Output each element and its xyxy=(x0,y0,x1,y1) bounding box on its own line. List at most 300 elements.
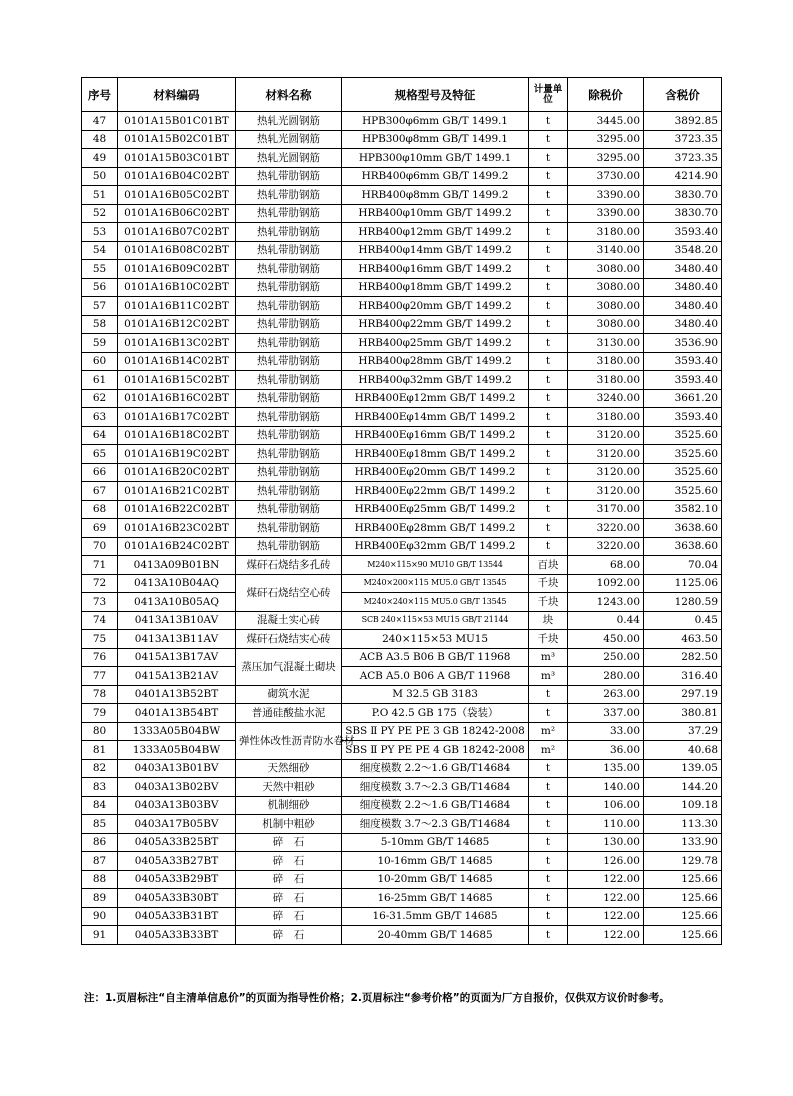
table-row xyxy=(82,389,722,408)
row-unit: 百块 xyxy=(529,556,568,575)
row-seq: 90 xyxy=(82,907,118,926)
row-price-inc-tax: 40.68 xyxy=(644,741,722,760)
row-price-inc-tax: 1280.59 xyxy=(644,593,722,612)
row-seq: 63 xyxy=(82,408,118,427)
row-price-inc-tax: 463.50 xyxy=(644,630,722,649)
row-price-ex-tax: 337.00 xyxy=(568,704,644,723)
row-unit: t xyxy=(529,926,568,945)
row-seq: 58 xyxy=(82,315,118,334)
row-code: 0101A16B20C02BT xyxy=(118,463,236,482)
row-price-ex-tax: 3295.00 xyxy=(568,130,644,149)
row-price-inc-tax: 380.81 xyxy=(644,704,722,723)
row-price-inc-tax: 316.40 xyxy=(644,667,722,686)
row-spec: 细度模数 3.7～2.3 GB/T14684 xyxy=(342,815,529,834)
table-row xyxy=(82,556,722,575)
row-seq: 72 xyxy=(82,574,118,593)
row-seq: 80 xyxy=(82,722,118,741)
table-row xyxy=(82,500,722,519)
table-row xyxy=(82,574,722,593)
row-code: 0405A33B31BT xyxy=(118,907,236,926)
row-unit: t xyxy=(529,870,568,889)
row-seq: 51 xyxy=(82,186,118,205)
row-seq: 77 xyxy=(82,667,118,686)
row-seq: 88 xyxy=(82,870,118,889)
row-unit: t xyxy=(529,463,568,482)
row-price-inc-tax: 70.04 xyxy=(644,556,722,575)
row-code: 0413A13B11AV xyxy=(118,630,236,649)
table-row xyxy=(82,833,722,852)
table-row xyxy=(82,241,722,260)
row-seq: 65 xyxy=(82,445,118,464)
row-code: 0101A16B16C02BT xyxy=(118,389,236,408)
row-spec: 细度模数 3.7～2.3 GB/T14684 xyxy=(342,778,529,797)
row-unit: t xyxy=(529,315,568,334)
row-price-inc-tax: 282.50 xyxy=(644,648,722,667)
row-material-name: 碎 石 xyxy=(236,833,342,852)
table-row xyxy=(82,149,722,168)
row-spec: M240×200×115 MU5.0 GB/T 13545 xyxy=(342,574,529,593)
row-spec: 16-31.5mm GB/T 14685 xyxy=(342,907,529,926)
row-unit: t xyxy=(529,204,568,223)
row-spec: M240×240×115 MU5.0 GB/T 13545 xyxy=(342,593,529,612)
row-spec: HRB400φ25mm GB/T 1499.2 xyxy=(342,334,529,353)
row-seq: 69 xyxy=(82,519,118,538)
row-code: 0403A17B05BV xyxy=(118,815,236,834)
row-price-ex-tax: 3080.00 xyxy=(568,297,644,316)
row-price-ex-tax: 3240.00 xyxy=(568,389,644,408)
row-unit: t xyxy=(529,167,568,186)
row-seq: 78 xyxy=(82,685,118,704)
row-price-inc-tax: 125.66 xyxy=(644,907,722,926)
row-spec: HRB400φ28mm GB/T 1499.2 xyxy=(342,352,529,371)
row-unit: m³ xyxy=(529,667,568,686)
row-price-ex-tax: 126.00 xyxy=(568,852,644,871)
row-seq: 49 xyxy=(82,149,118,168)
row-seq: 86 xyxy=(82,833,118,852)
row-spec: M240×115×90 MU10 GB/T 13544 xyxy=(342,556,529,575)
row-price-inc-tax: 3480.40 xyxy=(644,278,722,297)
table-row xyxy=(82,371,722,390)
row-seq: 48 xyxy=(82,130,118,149)
row-material-name: 弹性体改性沥青防水卷材 xyxy=(236,722,342,759)
row-unit: t xyxy=(529,537,568,556)
row-material-name: 热轧带肋钢筋 xyxy=(236,445,342,464)
row-spec: HRB400Eφ16mm GB/T 1499.2 xyxy=(342,426,529,445)
row-price-inc-tax: 3480.40 xyxy=(644,260,722,279)
row-seq: 73 xyxy=(82,593,118,612)
table-row xyxy=(82,112,722,131)
row-material-name: 碎 石 xyxy=(236,907,342,926)
row-spec: HRB400φ18mm GB/T 1499.2 xyxy=(342,278,529,297)
table-row xyxy=(82,278,722,297)
row-unit: t xyxy=(529,852,568,871)
row-material-name: 热轧带肋钢筋 xyxy=(236,482,342,501)
row-material-name: 热轧带肋钢筋 xyxy=(236,204,342,223)
row-price-ex-tax: 3390.00 xyxy=(568,186,644,205)
row-seq: 47 xyxy=(82,112,118,131)
row-price-inc-tax: 139.05 xyxy=(644,759,722,778)
row-price-ex-tax: 3120.00 xyxy=(568,482,644,501)
row-unit: t xyxy=(529,260,568,279)
table-row xyxy=(82,870,722,889)
header-unit: 计量单位 xyxy=(529,78,568,112)
row-code: 0101A16B22C02BT xyxy=(118,500,236,519)
table-row xyxy=(82,926,722,945)
row-unit: t xyxy=(529,759,568,778)
table-row xyxy=(82,186,722,205)
row-seq: 75 xyxy=(82,630,118,649)
table-row xyxy=(82,759,722,778)
row-code: 0413A13B10AV xyxy=(118,611,236,630)
row-price-ex-tax: 3445.00 xyxy=(568,112,644,131)
row-price-ex-tax: 3080.00 xyxy=(568,315,644,334)
row-seq: 67 xyxy=(82,482,118,501)
row-price-inc-tax: 3525.60 xyxy=(644,482,722,501)
row-unit: t xyxy=(529,519,568,538)
row-price-ex-tax: 3295.00 xyxy=(568,149,644,168)
row-code: 0101A15B03C01BT xyxy=(118,149,236,168)
row-spec: HPB300φ6mm GB/T 1499.1 xyxy=(342,112,529,131)
row-price-ex-tax: 3220.00 xyxy=(568,537,644,556)
row-seq: 66 xyxy=(82,463,118,482)
row-code: 0405A33B30BT xyxy=(118,889,236,908)
row-unit: t xyxy=(529,112,568,131)
row-price-inc-tax: 125.66 xyxy=(644,870,722,889)
row-price-inc-tax: 113.30 xyxy=(644,815,722,834)
row-material-name: 热轧带肋钢筋 xyxy=(236,241,342,260)
row-spec: SCB 240×115×53 MU15 GB/T 21144 xyxy=(342,611,529,630)
row-price-ex-tax: 263.00 xyxy=(568,685,644,704)
row-code: 0101A16B06C02BT xyxy=(118,204,236,223)
table-row xyxy=(82,519,722,538)
row-spec: 细度模数 2.2～1.6 GB/T14684 xyxy=(342,796,529,815)
row-code: 0101A16B12C02BT xyxy=(118,315,236,334)
row-code: 0101A16B18C02BT xyxy=(118,426,236,445)
row-material-name: 热轧带肋钢筋 xyxy=(236,315,342,334)
table-row xyxy=(82,593,722,612)
row-spec: HRB400Eφ32mm GB/T 1499.2 xyxy=(342,537,529,556)
row-price-ex-tax: 122.00 xyxy=(568,907,644,926)
row-price-ex-tax: 68.00 xyxy=(568,556,644,575)
row-price-ex-tax: 3140.00 xyxy=(568,241,644,260)
table-row xyxy=(82,815,722,834)
table-row xyxy=(82,223,722,242)
row-unit: t xyxy=(529,149,568,168)
row-price-ex-tax: 1243.00 xyxy=(568,593,644,612)
row-price-inc-tax: 133.90 xyxy=(644,833,722,852)
row-code: 0101A16B09C02BT xyxy=(118,260,236,279)
row-price-inc-tax: 3525.60 xyxy=(644,445,722,464)
table-row xyxy=(82,537,722,556)
header-price-inc-tax: 含税价 xyxy=(644,78,722,112)
row-seq: 55 xyxy=(82,260,118,279)
row-price-ex-tax: 3120.00 xyxy=(568,463,644,482)
row-unit: t xyxy=(529,223,568,242)
row-spec: HRB400φ22mm GB/T 1499.2 xyxy=(342,315,529,334)
row-price-ex-tax: 0.44 xyxy=(568,611,644,630)
row-spec: HRB400φ16mm GB/T 1499.2 xyxy=(342,260,529,279)
row-spec: 16-25mm GB/T 14685 xyxy=(342,889,529,908)
row-unit: m² xyxy=(529,722,568,741)
row-price-inc-tax: 297.19 xyxy=(644,685,722,704)
row-material-name: 天然细砂 xyxy=(236,759,342,778)
row-price-inc-tax: 3723.35 xyxy=(644,130,722,149)
row-price-ex-tax: 106.00 xyxy=(568,796,644,815)
row-price-ex-tax: 135.00 xyxy=(568,759,644,778)
row-price-inc-tax: 109.18 xyxy=(644,796,722,815)
row-seq: 56 xyxy=(82,278,118,297)
row-code: 1333A05B04BW xyxy=(118,741,236,760)
row-unit: t xyxy=(529,796,568,815)
row-material-name: 碎 石 xyxy=(236,870,342,889)
row-seq: 89 xyxy=(82,889,118,908)
row-price-ex-tax: 3180.00 xyxy=(568,223,644,242)
row-spec: 20-40mm GB/T 14685 xyxy=(342,926,529,945)
row-price-inc-tax: 125.66 xyxy=(644,889,722,908)
row-material-name: 热轧带肋钢筋 xyxy=(236,223,342,242)
row-unit: t xyxy=(529,500,568,519)
table-row xyxy=(82,741,722,760)
row-material-name: 热轧带肋钢筋 xyxy=(236,500,342,519)
row-price-inc-tax: 3525.60 xyxy=(644,463,722,482)
row-price-ex-tax: 3730.00 xyxy=(568,167,644,186)
row-price-inc-tax: 3536.90 xyxy=(644,334,722,353)
row-price-inc-tax: 3525.60 xyxy=(644,426,722,445)
row-spec: HRB400φ12mm GB/T 1499.2 xyxy=(342,223,529,242)
row-unit: t xyxy=(529,889,568,908)
row-material-name: 热轧带肋钢筋 xyxy=(236,389,342,408)
row-price-ex-tax: 122.00 xyxy=(568,889,644,908)
row-price-inc-tax: 144.20 xyxy=(644,778,722,797)
header-name: 材料名称 xyxy=(236,78,342,112)
row-material-name: 热轧光圆钢筋 xyxy=(236,112,342,131)
row-material-name: 煤矸石烧结多孔砖 xyxy=(236,556,342,575)
row-code: 0405A33B25BT xyxy=(118,833,236,852)
row-spec: HRB400Eφ28mm GB/T 1499.2 xyxy=(342,519,529,538)
row-material-name: 热轧带肋钢筋 xyxy=(236,278,342,297)
row-seq: 87 xyxy=(82,852,118,871)
table-row xyxy=(82,297,722,316)
row-seq: 54 xyxy=(82,241,118,260)
row-seq: 84 xyxy=(82,796,118,815)
row-seq: 71 xyxy=(82,556,118,575)
header-code: 材料编码 xyxy=(118,78,236,112)
row-unit: m² xyxy=(529,741,568,760)
table-row xyxy=(82,722,722,741)
row-seq: 53 xyxy=(82,223,118,242)
row-price-inc-tax: 3480.40 xyxy=(644,315,722,334)
row-price-inc-tax: 3593.40 xyxy=(644,223,722,242)
row-seq: 61 xyxy=(82,371,118,390)
row-material-name: 天然中粗砂 xyxy=(236,778,342,797)
header-spec: 规格型号及特征 xyxy=(342,78,529,112)
row-unit: 千块 xyxy=(529,630,568,649)
row-material-name: 煤矸石烧结实心砖 xyxy=(236,630,342,649)
row-code: 0401A13B54BT xyxy=(118,704,236,723)
row-seq: 59 xyxy=(82,334,118,353)
row-code: 0413A10B05AQ xyxy=(118,593,236,612)
header-price-ex-tax: 除税价 xyxy=(568,78,644,112)
row-spec: 细度模数 2.2～1.6 GB/T14684 xyxy=(342,759,529,778)
row-spec: HRB400φ14mm GB/T 1499.2 xyxy=(342,241,529,260)
row-material-name: 热轧带肋钢筋 xyxy=(236,537,342,556)
row-price-inc-tax: 3548.20 xyxy=(644,241,722,260)
table-row xyxy=(82,852,722,871)
row-material-name: 碎 石 xyxy=(236,852,342,871)
table-header-row xyxy=(82,78,722,112)
row-material-name: 热轧带肋钢筋 xyxy=(236,167,342,186)
row-code: 0403A13B01BV xyxy=(118,759,236,778)
row-spec: ACB A3.5 B06 B GB/T 11968 xyxy=(342,648,529,667)
table-row xyxy=(82,167,722,186)
row-price-ex-tax: 36.00 xyxy=(568,741,644,760)
table-row xyxy=(82,445,722,464)
row-code: 0101A16B07C02BT xyxy=(118,223,236,242)
row-price-ex-tax: 250.00 xyxy=(568,648,644,667)
row-material-name: 碎 石 xyxy=(236,926,342,945)
table-row xyxy=(82,778,722,797)
row-unit: t xyxy=(529,352,568,371)
row-seq: 70 xyxy=(82,537,118,556)
row-code: 0101A16B14C02BT xyxy=(118,352,236,371)
row-spec: SBS Ⅱ PY PE PE 3 GB 18242-2008 xyxy=(342,722,529,741)
row-code: 0101A16B08C02BT xyxy=(118,241,236,260)
row-unit: t xyxy=(529,778,568,797)
row-price-ex-tax: 3130.00 xyxy=(568,334,644,353)
row-code: 0101A16B21C02BT xyxy=(118,482,236,501)
row-seq: 68 xyxy=(82,500,118,519)
row-unit: t xyxy=(529,130,568,149)
row-unit: t xyxy=(529,704,568,723)
row-price-ex-tax: 33.00 xyxy=(568,722,644,741)
row-price-ex-tax: 3080.00 xyxy=(568,260,644,279)
row-seq: 81 xyxy=(82,741,118,760)
table-row xyxy=(82,463,722,482)
header-seq: 序号 xyxy=(82,78,118,112)
row-price-ex-tax: 3120.00 xyxy=(568,426,644,445)
row-material-name: 机制细砂 xyxy=(236,796,342,815)
row-seq: 85 xyxy=(82,815,118,834)
table-row xyxy=(82,426,722,445)
row-code: 0401A13B52BT xyxy=(118,685,236,704)
row-spec: M 32.5 GB 3183 xyxy=(342,685,529,704)
row-price-inc-tax: 3830.70 xyxy=(644,204,722,223)
row-spec: HRB400Eφ12mm GB/T 1499.2 xyxy=(342,389,529,408)
row-spec: HRB400φ6mm GB/T 1499.2 xyxy=(342,167,529,186)
table-row xyxy=(82,334,722,353)
row-unit: 千块 xyxy=(529,574,568,593)
row-spec: HRB400Eφ20mm GB/T 1499.2 xyxy=(342,463,529,482)
row-seq: 64 xyxy=(82,426,118,445)
table-row xyxy=(82,204,722,223)
table-row xyxy=(82,315,722,334)
table-row xyxy=(82,667,722,686)
row-material-name: 热轧带肋钢筋 xyxy=(236,408,342,427)
row-code: 0405A33B29BT xyxy=(118,870,236,889)
row-price-ex-tax: 122.00 xyxy=(568,870,644,889)
row-unit: t xyxy=(529,685,568,704)
row-spec: SBS Ⅱ PY PE PE 4 GB 18242-2008 xyxy=(342,741,529,760)
row-spec: P.O 42.5 GB 175（袋装） xyxy=(342,704,529,723)
row-price-inc-tax: 3723.35 xyxy=(644,149,722,168)
row-price-inc-tax: 3593.40 xyxy=(644,371,722,390)
row-code: 0413A10B04AQ xyxy=(118,574,236,593)
table-row xyxy=(82,130,722,149)
row-unit: t xyxy=(529,186,568,205)
row-seq: 91 xyxy=(82,926,118,945)
table-row xyxy=(82,685,722,704)
row-price-inc-tax: 3638.60 xyxy=(644,537,722,556)
row-material-name: 热轧带肋钢筋 xyxy=(236,297,342,316)
row-seq: 74 xyxy=(82,611,118,630)
row-spec: HRB400φ10mm GB/T 1499.2 xyxy=(342,204,529,223)
row-unit: 千块 xyxy=(529,593,568,612)
row-material-name: 煤矸石烧结空心砖 xyxy=(236,574,342,611)
row-seq: 50 xyxy=(82,167,118,186)
row-code: 0101A16B11C02BT xyxy=(118,297,236,316)
row-price-inc-tax: 37.29 xyxy=(644,722,722,741)
row-code: 0101A16B04C02BT xyxy=(118,167,236,186)
row-spec: HPB300φ10mm GB/T 1499.1 xyxy=(342,149,529,168)
row-price-inc-tax: 0.45 xyxy=(644,611,722,630)
row-price-ex-tax: 3390.00 xyxy=(568,204,644,223)
row-code: 0101A16B10C02BT xyxy=(118,278,236,297)
table-body xyxy=(82,112,722,945)
row-price-inc-tax: 3593.40 xyxy=(644,408,722,427)
row-seq: 52 xyxy=(82,204,118,223)
row-seq: 83 xyxy=(82,778,118,797)
table-row xyxy=(82,648,722,667)
row-code: 0413A09B01BN xyxy=(118,556,236,575)
row-price-inc-tax: 1125.06 xyxy=(644,574,722,593)
row-seq: 82 xyxy=(82,759,118,778)
row-unit: t xyxy=(529,334,568,353)
row-price-ex-tax: 1092.00 xyxy=(568,574,644,593)
row-spec: HRB400Eφ18mm GB/T 1499.2 xyxy=(342,445,529,464)
table-row xyxy=(82,260,722,279)
row-material-name: 碎 石 xyxy=(236,889,342,908)
row-seq: 79 xyxy=(82,704,118,723)
row-spec: 5-10mm GB/T 14685 xyxy=(342,833,529,852)
row-price-ex-tax: 3170.00 xyxy=(568,500,644,519)
row-code: 0403A13B02BV xyxy=(118,778,236,797)
table-row xyxy=(82,408,722,427)
row-price-inc-tax: 129.78 xyxy=(644,852,722,871)
row-unit: t xyxy=(529,408,568,427)
row-price-inc-tax: 3582.10 xyxy=(644,500,722,519)
row-price-ex-tax: 130.00 xyxy=(568,833,644,852)
row-price-ex-tax: 140.00 xyxy=(568,778,644,797)
row-price-ex-tax: 3220.00 xyxy=(568,519,644,538)
row-price-ex-tax: 450.00 xyxy=(568,630,644,649)
row-price-ex-tax: 110.00 xyxy=(568,815,644,834)
row-spec: HPB300φ8mm GB/T 1499.1 xyxy=(342,130,529,149)
row-material-name: 热轧带肋钢筋 xyxy=(236,426,342,445)
row-seq: 76 xyxy=(82,648,118,667)
row-unit: t xyxy=(529,389,568,408)
table-row xyxy=(82,611,722,630)
row-code: 0101A16B13C02BT xyxy=(118,334,236,353)
row-unit: t xyxy=(529,371,568,390)
row-material-name: 混凝土实心砖 xyxy=(236,611,342,630)
row-spec: HRB400φ32mm GB/T 1499.2 xyxy=(342,371,529,390)
row-unit: t xyxy=(529,833,568,852)
row-price-inc-tax: 3593.40 xyxy=(644,352,722,371)
row-price-inc-tax: 3638.60 xyxy=(644,519,722,538)
row-price-inc-tax: 4214.90 xyxy=(644,167,722,186)
row-price-inc-tax: 3892.85 xyxy=(644,112,722,131)
row-code: 1333A05B04BW xyxy=(118,722,236,741)
